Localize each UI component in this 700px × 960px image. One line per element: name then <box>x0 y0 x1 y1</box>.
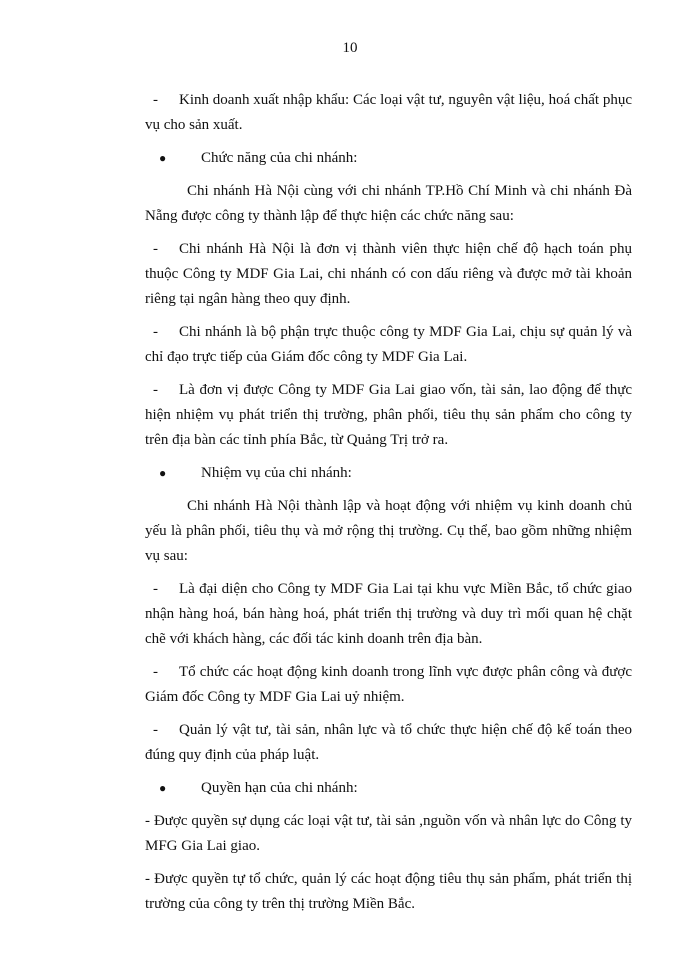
paragraph-text: Kinh doanh xuất nhập khẩu: Các loại vật tư, nguyên vật liệu, hoá chất phục vụ cho sản xuất. <box>145 92 632 133</box>
paragraph-subordinate-unit <box>145 320 632 370</box>
paragraph-text: Là đơn vị được Công ty MDF Gia Lai giao vốn, tài sản, lao động để thực hiện nhiệm vụ phát triển thị trường, phân phối, tiêu thụ sản phẩm cho công ty trên địa bàn các tỉnh phía Bắc, từ Quảng Trị trở ra. <box>145 382 632 448</box>
paragraph-text: Được quyền tự tổ chức, quản lý các hoạt động tiêu thụ sản phẩm, phát triển thị trường của công ty trên thị trường Miền Bắc. <box>145 871 632 912</box>
dash-marker: - <box>145 871 150 887</box>
document-body <box>145 88 632 925</box>
paragraph-text: Là đại diện cho Công ty MDF Gia Lai tại khu vực Miền Bắc, tổ chức giao nhận hàng hoá, bán hàng hoá, phát triển thị trường và duy trì mối quan hệ chặt chẽ với khách hàng, các đối tác kinh doanh trên địa bàn. <box>145 581 632 647</box>
paragraph-text: Được quyền sự dụng các loại vật tư, tài sản ,nguồn vốn và nhân lực do Công ty MFG Gia Lai giao. <box>145 813 632 854</box>
paragraph-text: Chi nhánh là bộ phận trực thuộc công ty MDF Gia Lai, chịu sự quản lý và chỉ đạo trực tiếp của Giám đốc công ty MDF Gia Lai. <box>145 324 632 365</box>
heading-text: Chức năng của chi nhánh: <box>201 150 358 166</box>
dash-marker: - <box>153 581 158 597</box>
bullet-icon: ● <box>159 466 167 480</box>
heading-powers <box>145 776 632 801</box>
paragraph-import-export <box>145 88 632 138</box>
dash-marker: - <box>145 813 150 829</box>
heading-duties <box>145 461 632 486</box>
paragraph-duties-intro: Chi nhánh Hà Nội thành lập và hoạt động với nhiệm vụ kinh doanh chủ yếu là phân phối, tiêu thụ và mở rộng thị trường. Cụ thể, bao gồm những nhiệm vụ sau: <box>145 498 632 564</box>
heading-text: Quyền hạn của chi nhánh: <box>201 780 358 796</box>
paragraph-assigned-capital <box>145 378 632 453</box>
dash-marker: - <box>153 241 158 257</box>
paragraph-text: Tổ chức các hoạt động kinh doanh trong lĩnh vực được phân công và được Giám đốc Công ty MDF Gia Lai uỷ nhiệm. <box>145 664 632 705</box>
heading-functions <box>145 146 632 171</box>
dash-marker: - <box>153 382 158 398</box>
dash-marker: - <box>153 664 158 680</box>
paragraph-asset-management <box>145 718 632 768</box>
paragraph-resource-use <box>145 809 632 859</box>
dash-marker: - <box>153 722 158 738</box>
paragraph-text: Quản lý vật tư, tài sản, nhân lực và tổ chức thực hiện chế độ kế toán theo đúng quy định của pháp luật. <box>145 722 632 763</box>
bullet-icon: ● <box>159 781 167 795</box>
paragraph-text: Chi nhánh Hà Nội là đơn vị thành viên thực hiện chế độ hạch toán phụ thuộc Công ty MDF Gia Lai, chi nhánh có con dấu riêng và được mở tài khoản riêng tại ngân hàng theo quy định. <box>145 241 632 307</box>
paragraph-representative <box>145 577 632 652</box>
bullet-icon: ● <box>159 151 167 165</box>
heading-text: Nhiệm vụ của chi nhánh: <box>201 465 352 481</box>
dash-marker: - <box>153 92 158 108</box>
paragraph-dependent-accounting <box>145 237 632 312</box>
paragraph-self-organize <box>145 867 632 917</box>
page-number: 10 <box>342 40 358 56</box>
dash-marker: - <box>153 324 158 340</box>
paragraph-business-activities <box>145 660 632 710</box>
paragraph-branches-intro: Chi nhánh Hà Nội cùng với chi nhánh TP.Hồ Chí Minh và chi nhánh Đà Nẵng được công ty thành lập để thực hiện các chức năng sau: <box>145 183 632 224</box>
